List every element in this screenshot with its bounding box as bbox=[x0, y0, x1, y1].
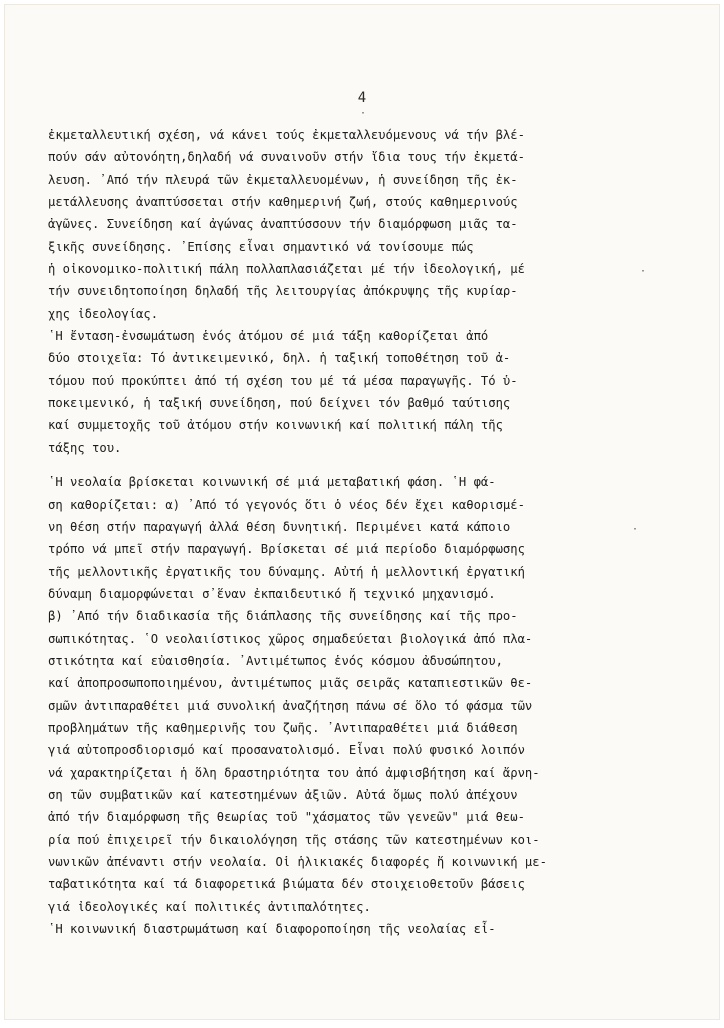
paragraph-gap bbox=[48, 459, 680, 471]
paragraph-1 bbox=[48, 124, 680, 325]
text-line: χης ἰδεολογίας. bbox=[48, 306, 159, 321]
text-line: προβλημάτων τῆς καθημερινῆς του ζωῆς. ᾿Αντιπαραθέτει μιά διάθεση bbox=[48, 720, 518, 735]
scan-speck: · bbox=[640, 266, 647, 277]
text-line: ξικῆς συνείδησης. ᾿Επίσης εἶναι σημαντικό νά τονίσουμε πώς bbox=[48, 239, 474, 254]
paragraph-2 bbox=[48, 325, 680, 459]
document-page bbox=[4, 4, 720, 1020]
text-line: τήν συνειδητοποίηση δηλαδή τῆς λειτουργίας ἀπόκρυψης τῆς κυρίαρ- bbox=[48, 284, 518, 299]
text-line: ρία πού ἐπιχειρεῖ τήν δικαιολόγηση τῆς στάσης τῶν κατεστημένων κοι- bbox=[48, 832, 540, 847]
text-line: γιά ἰδεολογικές καί πολιτικές ἀντιπαλότητες. bbox=[48, 899, 371, 914]
text-line: ῾Η κοινωνική διαστρωμάτωση καί διαφοροποίηση τῆς νεολαίας εἶ- bbox=[48, 922, 496, 937]
text-line: ἀγῶνες. Συνείδηση καί ἀγώνας ἀναπτύσσουν τήν διαμόρφωση μιᾶς τα- bbox=[48, 217, 518, 232]
scan-speck: · bbox=[632, 524, 639, 535]
text-line: νωνικῶν ἀπέναντι στήν νεολαία. Οἱ ἡλικιακές διαφορές ἤ κοινωνική με- bbox=[48, 855, 547, 869]
text-line: τρόπο νά μπεῖ στήν παραγωγή. Βρίσκεται σέ μιά περίοδο διαμόρφωσης bbox=[48, 542, 525, 557]
text-line: νά χαρακτηρίζεται ἡ ὅλη δραστηριότητα του ἀπό ἀμφισβήτηση καί ἄρνη- bbox=[48, 765, 540, 780]
text-line: σωπικότητας. ῾Ο νεολαιίστικος χῶρος σημαδεύεται βιολογικά ἀπό πλα- bbox=[48, 631, 533, 646]
text-line: στικότητα καί εὐαισθησία. ᾿Αντιμέτωπος ἑνός κόσμου ἀδυσώπητου, bbox=[48, 653, 503, 668]
text-line: γιά αὐτοπροσδιορισμό καί προσανατολισμό. Εἶναι πολύ φυσικό λοιπόν bbox=[48, 743, 525, 758]
paragraph-4 bbox=[48, 918, 680, 940]
text-line: ταβατικότητα καί τά διαφορετικά βιώματα δέν στοιχειοθετοῦν βάσεις bbox=[48, 877, 525, 892]
paragraph-3 bbox=[48, 471, 680, 918]
text-line: ἡ οἰκονομικο-πολιτική πάλη πολλαπλασιάζεται μέ τήν ἰδεολογική, μέ bbox=[48, 262, 525, 277]
text-line: τῆς μελλοντικῆς ἐργατικῆς του δύναμης. Αὐτή ἡ μελλοντική ἐργατική bbox=[48, 564, 525, 579]
text-line: ση καθορίζεται: α) ᾿Από τό γεγονός ὅτι ὁ νέος δέν ἔχει καθορισμέ- bbox=[48, 497, 525, 512]
text-line: ῾Η νεολαία βρίσκεται κοινωνική σέ μιά μεταβατική φάση. ῾Η φά- bbox=[48, 475, 496, 490]
scan-speck: · bbox=[360, 108, 367, 119]
text-line: καί συμμετοχῆς τοῦ ἀτόμου στήν κοινωνική καί πολιτική πάλη τῆς bbox=[48, 418, 503, 433]
text-line: ἐκμεταλλευτική σχέση, νά κάνει τούς ἐκμεταλλευόμενους νά τήν βλέ- bbox=[48, 128, 525, 142]
text-line: μετάλλευσης ἀναπτύσσεται στήν καθημερινή ζωή, στούς καθημερινούς bbox=[48, 195, 518, 210]
text-line: καί ἀποπροσωποποιημένου, ἀντιμέτωπος μιᾶς σειρᾶς καταπιεστικῶν θε- bbox=[48, 676, 533, 691]
text-line: δύο στοιχεῖα: Τό ἀντικειμενικό, δηλ. ἡ ταξική τοποθέτηση τοῦ ἀ- bbox=[48, 351, 511, 366]
body-text bbox=[48, 124, 680, 940]
page-number: 4 bbox=[357, 90, 367, 106]
text-line: τόμου πού προκύπτει ἀπό τή σχέση του μέ τά μέσα παραγωγῆς. Τό ὑ- bbox=[48, 373, 518, 388]
text-line: ποκειμενικό, ἡ ταξική συνείδηση, πού δείχνει τόν βαθμό ταύτισης bbox=[48, 396, 511, 411]
text-line: ῾Η ἔνταση-ἐνσωμάτωση ἑνός ἀτόμου σέ μιά τάξη καθορίζεται ἀπό bbox=[48, 329, 489, 344]
text-line: δύναμη διαμορφώνεται σ᾿ἕναν ἐκπαιδευτικό ἤ τεχνικό μηχανισμό. bbox=[48, 586, 496, 601]
text-line: σμῶν ἀντιπαραθέτει μιά συνολική ἀναζήτηση πάνω σέ ὅλο τό φάσμα τῶν bbox=[48, 698, 533, 713]
text-line: ση τῶν συμβατικῶν καί κατεστημένων ἀξιῶν. Αὐτά ὅμως πολύ ἀπέχουν bbox=[48, 787, 518, 802]
text-line: ἀπό τήν διαμόρφωση τῆς θεωρίας τοῦ "χάσματος τῶν γενεῶν" μιά θεω- bbox=[48, 810, 525, 825]
text-line: τάξης του. bbox=[48, 440, 122, 455]
text-line: νη θέση στήν παραγωγή ἀλλά θέση δυνητική. Περιμένει κατά κάποιο bbox=[48, 519, 511, 534]
text-line: πούν σάν αὐτονόητη,δηλαδή νά συναινοῦν στήν ἴδια τους τήν ἐκμετά- bbox=[48, 150, 525, 165]
text-line: β) ᾿Από τήν διαδικασία τῆς διάπλασης τῆς συνείδησης καί τῆς προ- bbox=[48, 609, 518, 624]
text-line: λευση. ᾿Από τήν πλευρά τῶν ἐκμεταλλευομένων, ἡ συνείδηση τῆς ἐκ- bbox=[48, 172, 518, 187]
